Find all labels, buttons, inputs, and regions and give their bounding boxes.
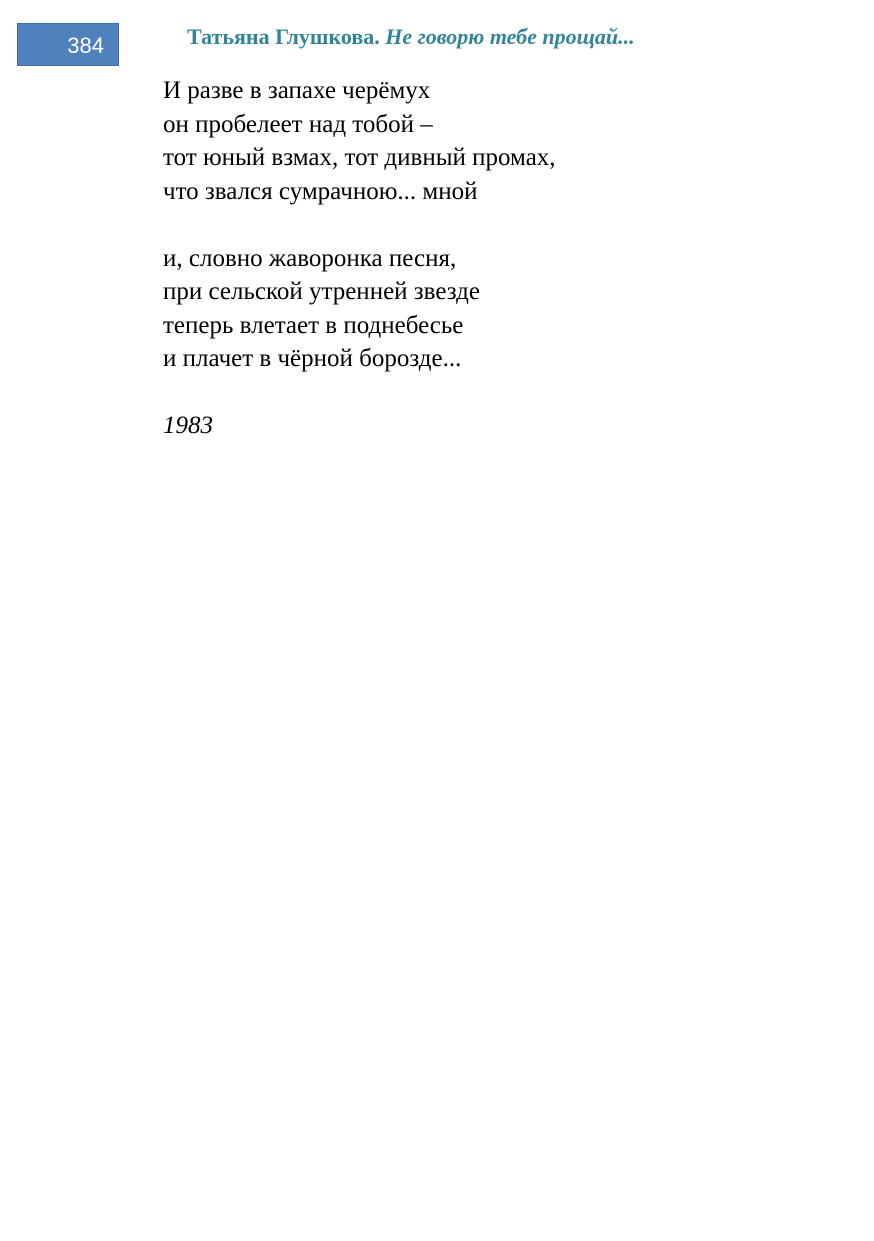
poem-line: при сельской утренней звезде [163, 278, 480, 305]
poem-line: теперь влетает в поднебесье [163, 311, 464, 339]
poem-body [163, 74, 556, 443]
poem-line: что звался сумрачною... мной [163, 177, 478, 205]
poem-line: он пробелеет над тобой – [163, 110, 433, 138]
poem-line: и плачет в чёрной борозде... [163, 345, 462, 372]
header-book-title: Не говорю тебе прощай... [385, 24, 635, 49]
stanza-2 [163, 242, 556, 376]
poem-line: и, словно жаворонка песня, [163, 244, 457, 272]
poem-date: 1983 [163, 412, 213, 439]
running-header [187, 24, 635, 50]
stanza-1 [163, 74, 556, 208]
poem-line: И разве в запахе черёмух [163, 77, 431, 104]
page-number: 384 [17, 23, 119, 66]
header-author: Татьяна Глушкова. [187, 24, 380, 49]
poem-line: тот юный взмах, тот дивный промах, [163, 144, 556, 171]
